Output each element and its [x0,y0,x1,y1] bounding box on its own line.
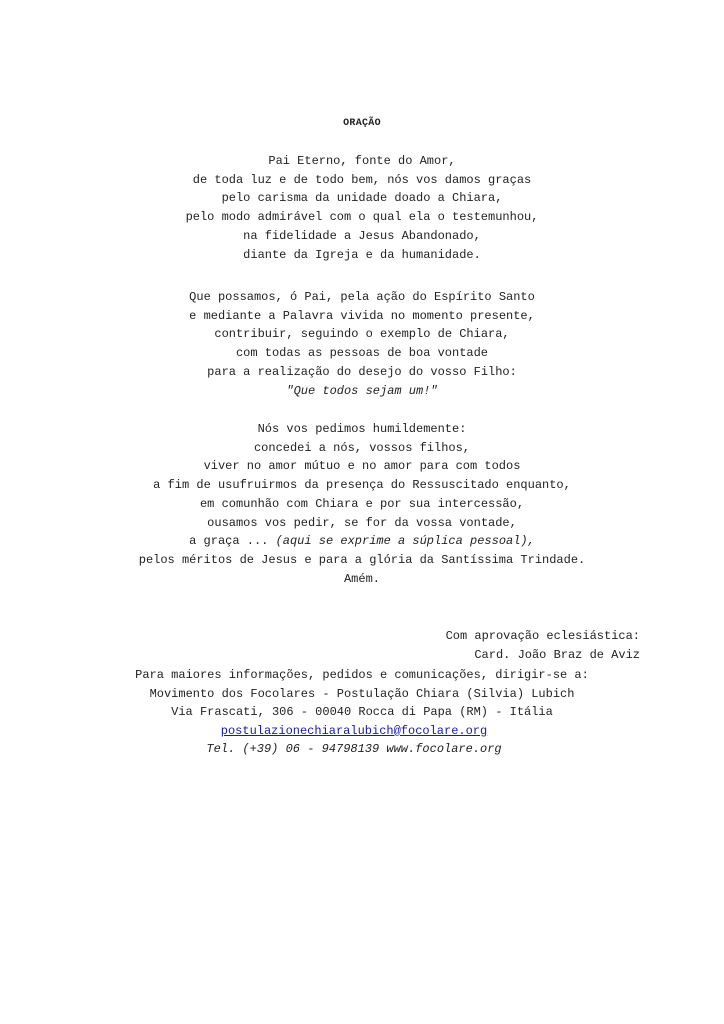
prayer-line: ousamos vos pedir, se for da vossa vontade, [207,515,517,530]
contact-email-link[interactable]: postulazionechiaralubich@focolare.org [220,723,488,738]
prayer-line: com todas as pessoas de boa vontade [235,346,489,361]
prayer-line: pelos méritos de Jesus e para a glória da Santíssima Trindade. [138,552,586,567]
prayer-line: a fim de usufruirmos da presença do Ressuscitado enquanto, [153,478,571,493]
contact-phone-website: Tel. (+39) 06 - 94798139 www.focolare.org [206,742,502,757]
contact-address: Via Frascati, 306 - 00040 Rocca di Papa (RM) - Itália [171,705,553,720]
prayer-line: para a realização do desejo do vosso Filho: [207,364,517,379]
prayer-line: diante da Igreja e da humanidade. [243,247,481,262]
approval-line: Com aprovação eclesiástica: [445,629,640,643]
grace-line-prefix: a graça ... [189,534,276,549]
grace-line [0,532,724,551]
prayer-quote-line: "Que todos sejam um!" [286,383,438,398]
prayer-line: Que possamos, ó Pai, pela ação do Espírito Santo [189,290,535,304]
prayer-line: Pai Eterno, fonte do Amor, [268,154,456,168]
prayer-line: viver no amor mútuo e no amor para com todos [203,459,521,474]
ecclesiastical-approval [446,627,640,664]
contact-intro: Para maiores informações, pedidos e comunicações, dirigir-se a: [135,668,589,682]
approval-signatory: Card. João Braz de Aviz [474,647,640,662]
prayer-line: pelo modo admirável com o qual ela o testemunhou, [185,210,539,225]
contact-organization: Movimento dos Focolares - Postulação Chiara (Silvia) Lubich [149,686,575,701]
prayer-line: concedei a nós, vossos filhos, [253,440,471,455]
grace-line-italic: (aqui se exprime a súplica pessoal), [275,534,535,549]
prayer-line: Nós vos pedimos humildemente: [257,422,467,436]
prayer-line: pelo carisma da unidade doado a Chiara, [221,191,503,206]
prayer-line: e mediante a Palavra vivida no momento presente, [189,308,535,323]
prayer-stanza-1 [0,152,724,264]
amen-line: Amém. [343,571,380,586]
prayer-line: contribuir, seguindo o exemplo de Chiara, [214,327,510,342]
prayer-line: em comunhão com Chiara e por sua intercessão, [199,496,525,511]
prayer-stanza-3 [0,420,724,588]
prayer-line: na fidelidade a Jesus Abandonado, [243,228,481,243]
contact-info [0,666,724,759]
page-title: ORAÇÃO [343,118,381,129]
prayer-stanza-2 [0,288,724,400]
prayer-line: de toda luz e de todo bem, nós vos damos graças [192,172,532,187]
